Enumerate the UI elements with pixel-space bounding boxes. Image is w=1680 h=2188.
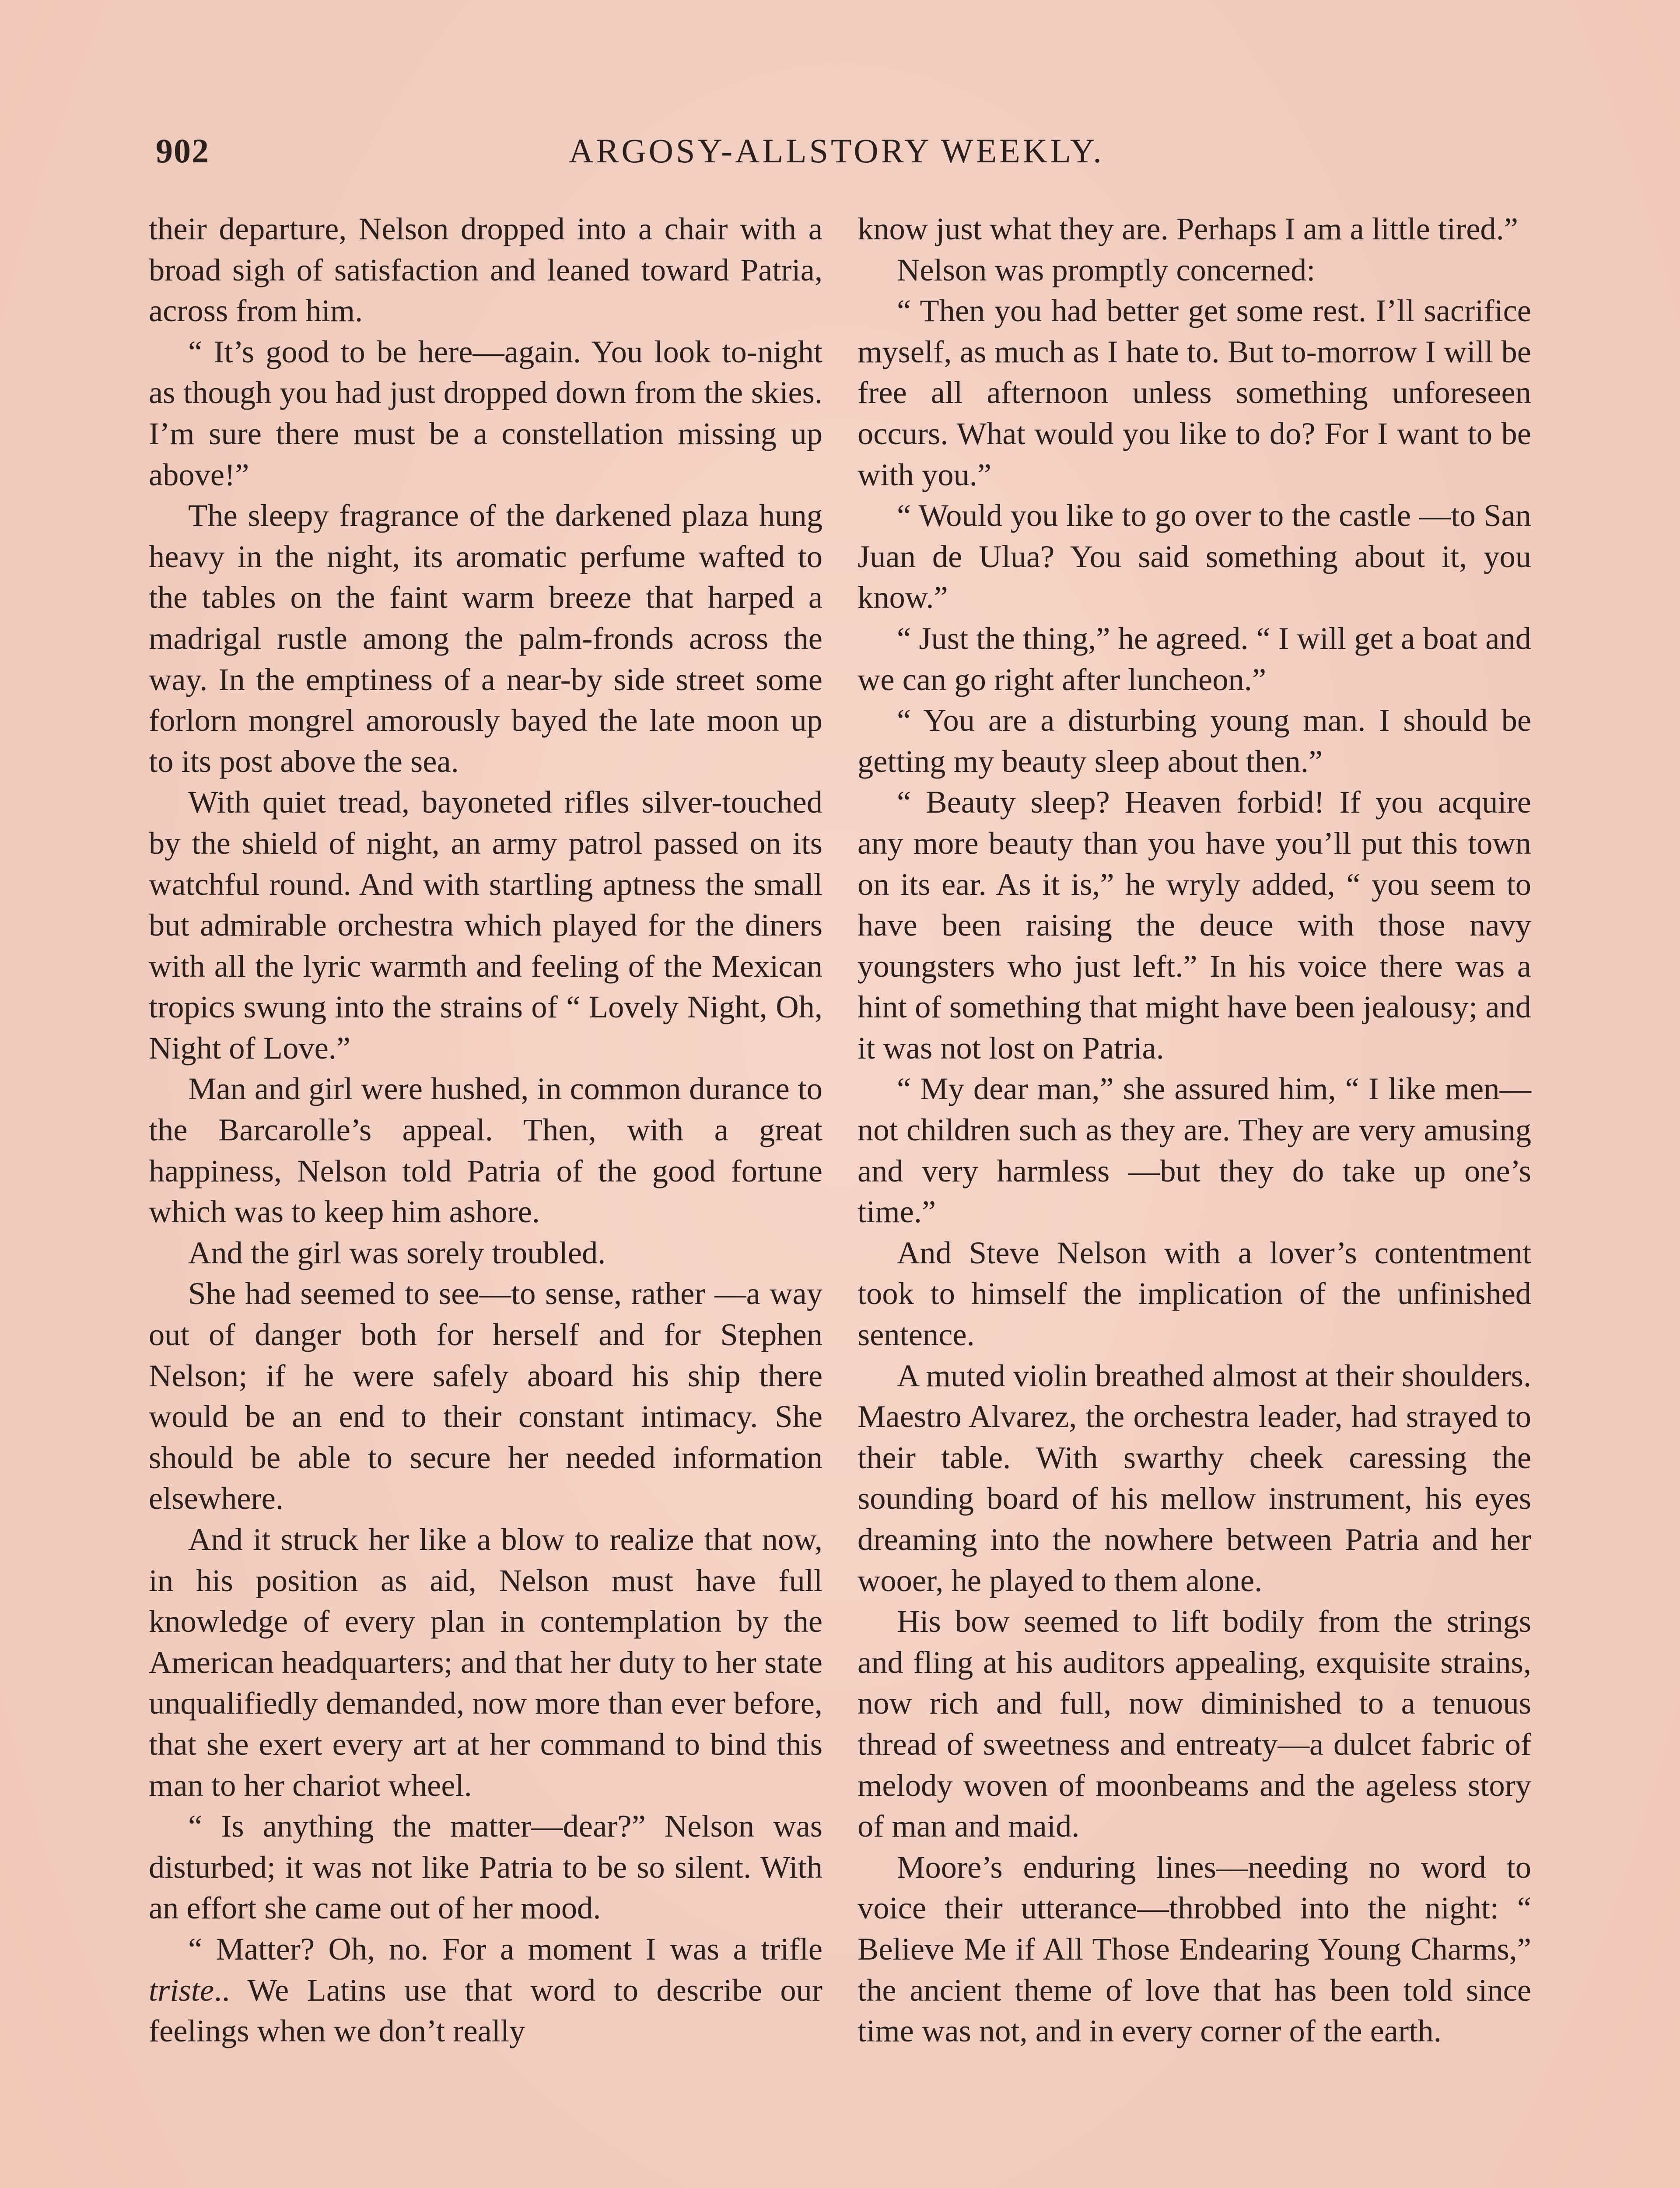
paragraph: Man and girl were hushed, in common durance to the Barcarolle’s appeal. Then, with a great happiness, Nelson told Patria of the good fortune which was to keep him ashore. (149, 1071, 822, 1230)
left-column (149, 208, 822, 2051)
paragraph: “ Is anything the matter—dear?” Nelson was disturbed; it was not like Patria to be so silent. With an effort she came out of her mood. (149, 1808, 822, 1926)
paragraph: “ You are a disturbing young man. I should be getting my beauty sleep about then.” (858, 702, 1531, 779)
paragraph: A muted violin breathed almost at their shoulders. Maestro Alvarez, the orchestra leader, had strayed to their table. With swarthy cheek caressing the sounding board of his mellow instrument, his eyes dreaming into the nowhere between Patria and her wooer, he played to them alone. (858, 1357, 1531, 1598)
page-header (149, 127, 1531, 175)
paragraph: “ It’s good to be here—again. You look to-night as though you had just dropped down from the skies. I’m sure there must be a constellation missing up above!” (149, 333, 822, 492)
paragraph: With quiet tread, bayoneted rifles silver-touched by the shield of night, an army patrol passed on its watchful round. And with startling aptness the small but admirable orchestra which played for the diners with all the lyric warmth and feeling of the Mexican tropics swung into the strains of “ Lovely Night, Oh, Night of Love.” (149, 784, 822, 1066)
paragraph: She had seemed to see—to sense, rather —a way out of danger both for herself and for Stephen Nelson; if he were safely aboard his ship there would be an end to their constant intimacy. She should be able to secure her needed information elsewhere. (149, 1276, 822, 1516)
paragraph: “ Beauty sleep? Heaven forbid! If you acquire any more beauty than you have you’ll put this town on its ear. As it is,” he wryly added, “ you seem to have been raising the deuce with those navy youngsters who just left.” In his voice there was a hint of something that might have been jealousy; and it was not lost on Patria. (858, 784, 1531, 1066)
paragraph: His bow seemed to lift bodily from the strings and fling at his auditors appealing, exquisite strains, now rich and full, now diminished to a tenuous thread of sweetness and entreaty—a dulcet fabric of melody woven of moonbeams and the ageless story of man and maid. (858, 1603, 1531, 1844)
running-title: ARGOSY-ALLSTORY WEEKLY. (569, 132, 1104, 170)
paragraph: “ My dear man,” she assured him, “ I like men—not children such as they are. They are very amusing and very harmless —but they do take up one’s time.” (858, 1071, 1531, 1230)
paragraph: “ Then you had better get some rest. I’ll sacrifice myself, as much as I hate to. But to-morrow I will be free all afternoon unless something unforeseen occurs. What would you like to do? For I want to be with you.” (858, 293, 1531, 492)
paragraph: And it struck her like a blow to realize that now, in his position as aid, Nelson must have full knowledge of every plan in contemplation by the American headquarters; and that her duty to her state unqualifiedly demanded, now more than ever before, that she exert every art at her command to bind this man to her chariot wheel. (149, 1522, 822, 1803)
page-number: 902 (156, 132, 210, 170)
paragraph: And the girl was sorely troubled. (188, 1234, 606, 1270)
paragraph: The sleepy fragrance of the darkened plaza hung heavy in the night, its aromatic perfume wafted to the tables on the faint warm breeze that harped a madrigal rustle among the palm-fronds across the way. In the emptiness of a near-by side street some forlorn mongrel amorously bayed the late moon up to its post above the sea. (149, 498, 822, 779)
paragraph: know just what they are. Perhaps I am a little tired.” (858, 211, 1518, 246)
paragraph: “ Matter? Oh, no. For a moment I was a trifle triste.. We Latins use that word to describe our feelings when we don’t really (149, 1931, 822, 2049)
paragraph: their departure, Nelson dropped into a chair with a broad sigh of satisfaction and leaned toward Patria, across from him. (149, 211, 822, 329)
paragraph: “ Would you like to go over to the castle —to San Juan de Ulua? You said something about it, you know.” (858, 498, 1531, 615)
paragraph: And Steve Nelson with a lover’s contentment took to himself the implication of the unfinished sentence. (858, 1234, 1531, 1353)
italic-word: triste (149, 1972, 214, 2008)
paragraph: Moore’s enduring lines—needing no word to voice their utterance—throbbed into the night: “ Believe Me if All Those Endearing Young Charms,” the ancient theme of love that has been told since time was not, and in every corner of the earth. (858, 1849, 1531, 2049)
paragraph: Nelson was promptly concerned: (897, 252, 1316, 288)
paragraph: “ Just the thing,” he agreed. “ I will get a boat and we can go right after luncheon.” (858, 620, 1531, 697)
right-column (858, 208, 1531, 2051)
